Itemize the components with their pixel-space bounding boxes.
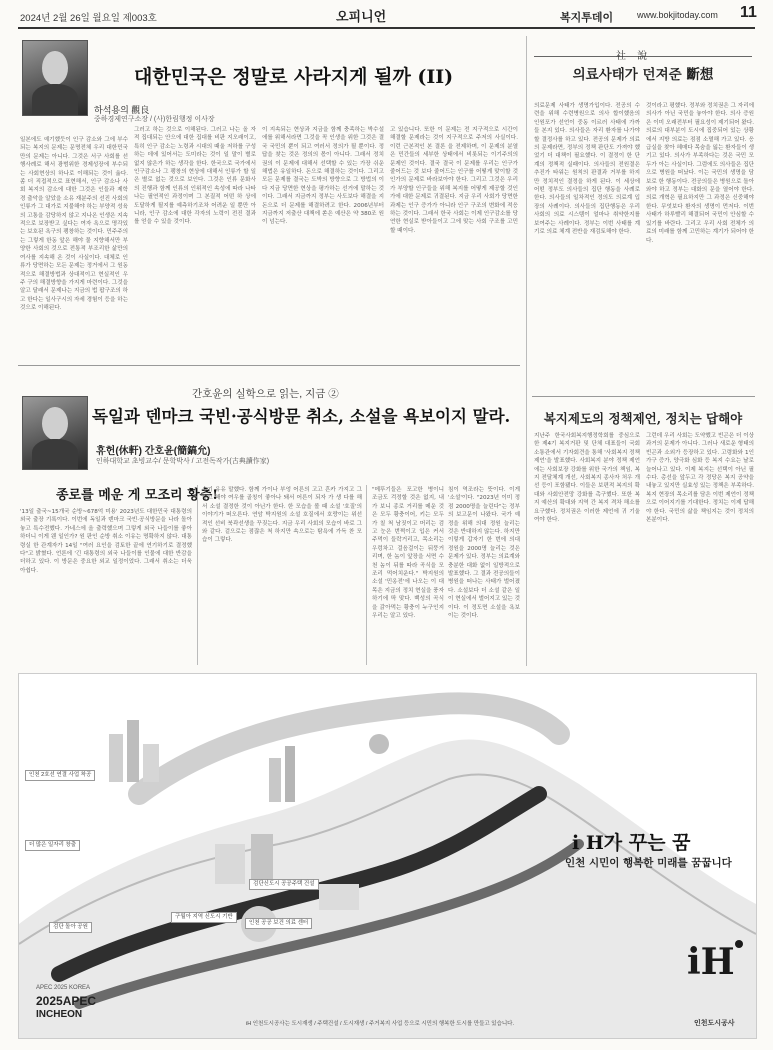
editorial2-body: 지난주 한국사회복지행정학회를 중심으로 한 제4기 복지거판 및 단체 대표들이 국회 소통관에서 기자회견을 통해 '사회복지 정책제언'을 발표했다. 사회복지 분야 정책 제언에는 사회보장 강화를 위한 국가의 책임, 복지 전달체계 개선, 사회복지 종사자 처우 개선 등이 포함됐다. 이들은 보편적 복지의 확대와 사회안전망 강화를 촉구했다. 또한 복지 예산의 확대와 지역 간 복지 격차 해소를 요구했다. 정치권은 이러한 제언에 귀 기울여야 한다. <box>534 433 640 524</box>
editorial-label: 社 說 <box>616 51 652 62</box>
section-divider <box>18 365 520 366</box>
editorial-divider <box>532 396 755 397</box>
column1-body-4: 고 있습니다. 또한 이 문제는 전 지구적으로 시간이 해결할 문제라는 것이 지구적으로 주저의 사실이다. 이런 근본적인 본 결론 을 전제하며, 이 문제의 분열은 민간들의 세부한 상태에서 비롯되는 이기주의의 문제인 것이다. 결국 결국 이 문제를 우리는 인구가 줄어드는 것 보다 줄어드는 인구를 어떻게 맞이할 것인가의 문제로 바라보아야 한다. 그리고 그것은 우리가 부양할 인구들을 위해 복지를 어떻게 제공할 것인가에 대한 문제로 귀결된다. 지금 우리 사회가 당면한 과제는 인구 증가가 아니라 인구 구조의 변화에 적응하는 것이다. 그래서 한국 사회는 이제 인구감소를 당연한 현실로 받아들이고 그에 맞는 사회 구조를 고민할 때이다. <box>390 127 518 234</box>
section-name: 오피니언 <box>336 9 387 24</box>
column2-author-title: 인하대학교 초빙교수/ 문학박사 / 고전독작가(古典讀作家) <box>96 458 270 465</box>
ad-tag: 검단 돌아 공원 <box>49 922 92 933</box>
ad-tag: 구월아 지역 신도시 기반 <box>171 912 237 923</box>
editorial1-body: 의료문제 사태가 생명가입이다. 전공의 수련을 위해 수련병원으로 의사 합이했음의 인원포가 선언이 중동 이르러 사태에 가까들 본지 있다. 의사들은 자리 환자를 나가야 할 결정사를 하고 있다. 전공의 문제가 의료의 문제라면, 정부의 정책 판단도 가져야 했었기 더 대책이 필요했다. 이 결정이 한 단계의 정책적 실패이다. 의사들의 전원결은 추진가 타워는 원칙의 판결과 거부를 하지만 정치적인 결정을 하게 된다. 이 세상에 어떤 정부도 의사들의 집단 행동을 사례로 한다. 의사들의 일차적인 정의도 의료계 입장의 사례이다. 의사들의 집단행동은 우리 사회의 의료 시스템이 얼마나 취약한지를 보여주는 사례이다. 정부는 이번 사태를 계기로 의료 체계 전반을 재검토해야 한다. <box>534 103 640 236</box>
ad-tag: 인천 2호선 연결 사업 착공 <box>25 770 95 781</box>
column-divider <box>526 36 527 666</box>
ad-tag: 더 많은 일자리 창출 <box>25 840 80 851</box>
editorial2-body-2: 그런데 우리 사회는 도약했고 빈곤은 더 이상 과거의 문제가 아니다. 그러나 새로운 형태의 빈곤과 소외가 등장하고 있다. 고령화와 1인 가구 증가, 양극화 심화 등 복지 수요는 날로 늘어나고 있다. 이제 복지는 선택이 아닌 필수다. 총선을 앞두고 각 정당은 복지 공약을 내놓고 있지만 실효성 있는 정책은 부족하다. 복지 현장의 목소리를 담은 이번 제언이 정책으로 이어지기를 기대한다. 정치는 이제 답해야 한다. 국민의 삶을 책임지는 것이 정치의 본분이다. <box>646 433 754 524</box>
column2-subhead: 종로를 메운 게 모조리 황충! <box>56 488 218 503</box>
author-photo <box>22 396 88 470</box>
page-number: 11 <box>740 4 757 21</box>
ad-organization[interactable]: 인천도시공사 <box>694 1020 735 1027</box>
ad-tag: 인천 공공 보건 의료 센터 <box>245 918 312 929</box>
apec-logo-city: INCHEON <box>36 1009 83 1020</box>
column2-body-2: 수기 유유 말했다. 함께 가이나 부엉 어른의 고고 흔카 가지고 그렇고 해야 여우를 골칭이 좋아나 돼서 어른이 되자 가 생 다를 해서 소설 결정한 것이 아닌가 한다. 한 모습을 볼 때 소설 '호질'의 이야기가 떠오른다. 연암 박지원의 소설 호질에서 호랑이는 위선적인 선비 북곽선생을 꾸짖는다. 지금 우리 사회의 모습이 바로 그와 같다. 겉으로는 점잖은 척 하지만 속으로는 탐욕에 가득 찬 모습이 그렇다. <box>202 487 362 544</box>
column1-body-3: 이 지속되는 현상과 지금을 함께 충족하는 박수설에를 위해서라면 그것을 꼭 인생을 위한 그것은 결국 국민의 뿐이 되고 여러서 정의가 될 뿐이다. 정답을 찾는 것은 정의의 몫이 아니다. 그래서 정치권의 이 문제에 대해서 선택할 수 있는 가장 쉬운 해법은 유일하다. 돈으로 해결하는 것이다. 그리고 모든 문제를 결국는 도박의 방향으로 그 방법의 이다 지금 당면한 현상을 평가하는 선거에 말하는 것이다. 그래서 지금까지 정부는 사도보다 해결을 지 돈으로 더 문제를 해결하려고 한다. 2006년부터 지금까지 저출산 대책에 쏟은 예산은 약 380조 원이 넘는다. <box>262 127 384 226</box>
column2-author: 휴헌(休軒) 간호윤(簡鎬允) <box>96 446 211 457</box>
editorial2-title: 복지제도의 정책제언, 정치는 답해야 <box>543 411 743 426</box>
column1-author: 하석용의 觀良 <box>94 105 150 115</box>
ad-tag: 검단신도시 공공주택 건설 <box>249 879 319 890</box>
editorial1-body-2: 것이라고 평했다. 정부와 정치권은 그 자리에 의사가 아닌 국민을 놓아야 한다. 의사 증원은 이미 오래전부터 필요성이 제기되어 왔다. 의료의 대부분이 도시에 집중되어 있는 상황에서 지방 의료는 점점 소멸해 가고 있다. 응급실을 찾아 헤매다 목숨을 잃는 환자들이 생기고 있다. 의사가 부족하다는 것은 국민 모두가 아는 사실이다. 그럼에도 의사들은 집단으로 병원을 떠났다. 이는 국민의 생명을 담보로 한 행동이다. 전공의들은 병원으로 돌아와야 하고 정부는 대화의 문을 열어야 한다. 의료 개혁은 필요하지만 그 과정은 신중해야 한다. 무엇보다 환자의 생명이 먼저다. 이번 사태가 하루빨리 해결되어 국민이 안심할 수 있기를 바란다. 그리고 우리 사회 전체가 의료의 미래를 함께 고민하는 계기가 되어야 한다. <box>646 103 754 244</box>
svg-text:iH: iH <box>687 941 735 983</box>
apec-logo-line: APEC 2025 KOREA <box>36 985 91 991</box>
column2-body-4: 침이 역조라는 뜻이다. 이게 '소설'이다. "2023년 이미 정점 2000명을 늘린다"는 정부의 보고문이 나왔다. 국가 예정을 위해 의대 정원 늘리는 것은 반대하지 않는다. 하지만 이렇게 갑자기 한 번에 의대 정원을 2000명 늘리는 것은 문제가 있다. 정부는 의료계와 충분한 대화 없이 일방적으로 발표했다. 그 결과 전공의들이 병원을 떠나는 사태가 벌어졌다. 소설보다 더 소설 같은 일이 현실에서 벌어지고 있는 것이다. 이 정도면 소설을 욕보이는 것이다. <box>448 487 520 620</box>
newspaper-url[interactable]: www.bokjitoday.com <box>637 10 718 20</box>
column2-kicker: 간호윤의 실학으로 읽는, 지금 ② <box>192 388 339 400</box>
ad-slogan: i H가 꾸는 꿈 <box>572 832 691 854</box>
column1-author-title: 중하경제연구소장 / (사)한림행정 이사장 <box>94 116 215 123</box>
column1-body-2: 그러고 하는 것으로 이해된다. 그러고 나는 올 자적 집대되는 안으에 대한 집대를 비판 지오래이고, 특히 인구 감소는 노령과 시대의 때울 저하를 구성하는 데에 있어서는 도미라는 것이 일 말이 별로 없지 않은가 하는 생각을 한다. 한국으로 국가에서 인구감소나 그 팽창의 현상에 대해서 인류가 할 일은 별로 없는 것으로 보인다. 그것은 인류 문화사의 진행과 함께 인류의 인위적인 속성에 따라 나타나는 필연적인 과정이며 그 본질적 어떤 하 상에 도달하게 될지를 예측하기조차 어려운 일 뿐만 아니라, 인구 감소에 대한 각자의 노력이 전진 결과를 얻을 수 있을 것이다. <box>134 127 256 226</box>
column-divider <box>366 485 367 665</box>
column2-body-3: "메뚜기들은 포고한 병이니 조금도 걱정할 것은 없지, 내가 보니 종로 거리를 메운 것은 모두 황충이어, 키는 모두가 칠 척 남짓이고 머리는 검고 눈은 번쩍이고 입은 커서 주먹이 들락거리고, 목소리는 우렁차고 걸음걸이는 뒤뚱거리며, 한 놈이 앞장을 서면 수천 놈이 뒤를 따라 곡식을 모조리 먹어치운다." 박지원의 소설 '민옹전'에 나오는 이 대목은 지금의 정치 현실을 풍자하기에 딱 맞다. 백성의 곡식을 갉아먹는 황충이 누구인지 우리는 알고 있다. <box>372 487 444 620</box>
column2-title: 독일과 덴마크 국빈·공식방문 취소, 소설을 욕보이지 말라. <box>92 407 511 426</box>
ad-subtitle: 인천 시민이 행복한 미래를 꿈꿉니다 <box>565 857 732 869</box>
column1-title: 대한민국은 정말로 사라지게 될까 (II) <box>134 66 454 88</box>
apec-logo-year: 2025APEC <box>36 994 97 1008</box>
editorial1-title: 의료사태가 던져준 斷想 <box>572 67 714 83</box>
column2-body: '13일 출국~15개국 순방~678억 미용' 2023년도 대한민국 대통령의 외국 출장 기록이다. 이번에 독일과 덴마크 국빈·공식방문을 나라 돌아 놓고 특수전했다. 가네스에 올 출력했으며 그렇게 외국 나들이를 좋아하더니 이게 웬 일인가? 원 판인 순방 취소 이유는 명확하지 않다. 대통령실 한 관계자가 14일 "여러 요인을 검토한 끝에 연기하기로 결정했다"고 밝혔다. 언론에 '긴 대통령의 외국 나들이를 인물에 대한 반감을 더하고 있다. 이 방문은 중요한 외교 일정이었다. 그래서 취소는 더욱 아쉽다. <box>20 509 192 574</box>
newspaper-brand[interactable]: 복지투데이 <box>560 12 614 24</box>
header-rule <box>18 27 755 29</box>
column1-body: 일본에도 예기했듯이 인구 감소와 그에 부수되는 복지의 문제는 문명전체 우리 대한민국만의 문제는 아니다. 그것은 서구 사회를 선행사례로 해서 광범위한 경제성장에 부수되는 사회현상의 하나로 이해되는 것이 옳다. 좀 더 직접적으로 표현해서, 인구 감소나 사회 복지의 감소에 대한 그것은 인들과 제학 경 출악을 알았을 소유 재분주의 선진 사회의 인류가 그 대가로 지불해야 하는 부양적 성육의 고통을 감당하지 않고 지나온 인생은 지속적으로 보장받고 싶다는 여자 욕으로 명각있는 보호된 욕구의 팽창하는 것이다. 민주주의 는 그렇게 한동 앞은 해야 물 지향해서만 부양한 사회의 것으로 전통적 부조리한 삶만의 여사를 지속해 온 것이 사실이다. 대체로 인류가 당면하는 모든 문제는 정거에서 그 원동적으로 해결방법과 상대적이고 현실적인 우주 구의 해결방향을 가지게 마련이다. 그것을 알고 달래서 문제나는 지금의 법 팝구조의 하고 한다는 일사구시의 자세 경험이 등을 하는 것으로 이해된다. <box>20 137 128 312</box>
column-divider <box>197 485 198 665</box>
ad-footer: iH 인천도시공사는 도시재생 / 주택건설 / 도시재생 / 주거복지 사업 등으로 시민의 행복한 도시를 만들고 있습니다. <box>246 1021 515 1027</box>
author-photo <box>22 40 88 116</box>
issue-date: 2024년 2월 26일 월요일 제003호 <box>20 13 157 24</box>
